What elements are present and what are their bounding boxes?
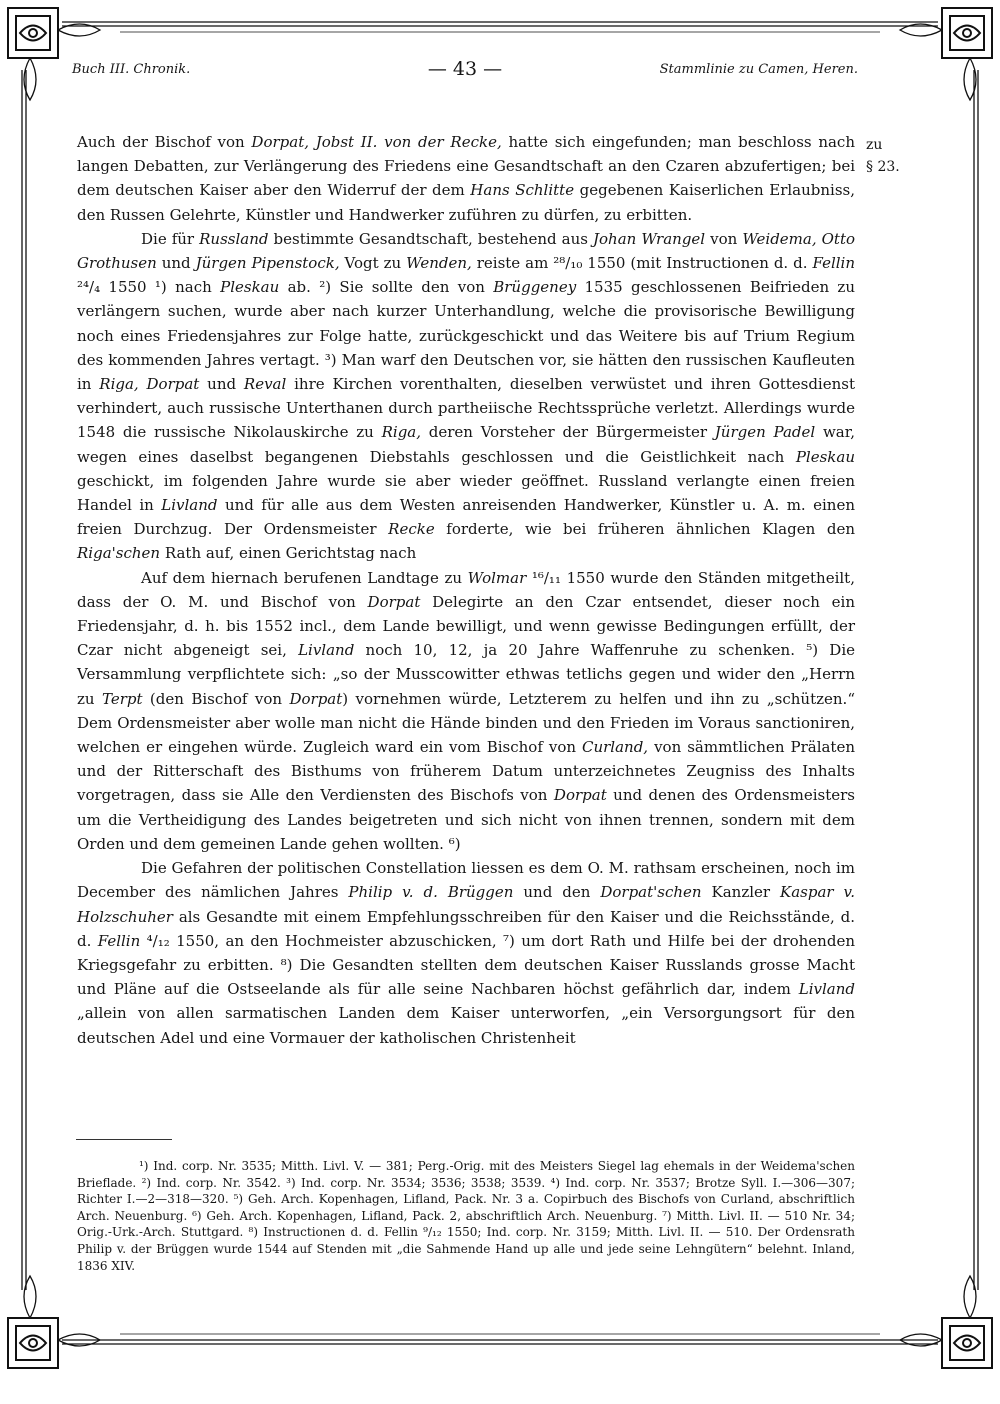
text-run: war, wegen eines daselbst begangenen Diebstahls geschlossen und die Geistlichkeit nach <box>77 423 856 466</box>
text-run: 1535 geschlossenen Beifrieden zu verlängern suchen, wurde aber nach kurzer Unterhandlung, welche die provisorische Bewilligung noch eines Friedensjahres zur Folge hatte, zurückgeschickt und das Weitere bis auf Trium Regium des kommenden Jahres vertagt. ³) Man warf den Deutschen vor, sie hätten den russischen Kaufleuten in <box>77 278 855 394</box>
text-run: noch 10, 12, ja 20 Jahre Waffenruhe zu schenken. ⁵) Die Versammlung verpflichtete sich: „so der Musscowitter ethwas tetlichs gegen und wider den „Herrn zu <box>77 641 855 708</box>
text-run-italic: Hans Schlitte <box>470 181 575 200</box>
text-run-italic: Pleskau <box>220 278 280 297</box>
paragraph-3 <box>77 566 855 856</box>
text-run-italic: Terpt <box>101 689 143 708</box>
text-run-italic: Jürgen Padel <box>714 423 816 442</box>
text-run-italic: Brüggeney <box>493 278 577 297</box>
text-run: und <box>199 375 244 394</box>
text-run: ab. ²) Sie sollte den von <box>279 278 494 297</box>
text-run: von sämmtlichen Prälaten und der Ritterschaft des Bisthums von früherem Datum unterzeichnetes Zeugniss des Inhalts vorgetragen, dass sie Alle den Verdiensten des Bischofs von <box>77 738 856 805</box>
text-run-italic: Livland <box>161 496 218 515</box>
header-section-title: Stammlinie zu Camen, Heren. <box>659 62 858 77</box>
text-run-italic: Livland <box>298 641 355 660</box>
page-number: — 43 — <box>427 58 503 80</box>
text-run: Auf dem hiernach berufenen Landtage zu <box>141 568 468 587</box>
footnote-text: ¹) Ind. corp. Nr. 3535; Mitth. Livl. V. — 381; Perg.-Orig. mit des Meisters Siegel lag ehemals in der Weidema'schen Brieflade. ²) Ind. corp. Nr. 3542. ³) Ind. corp. Nr. 3534; 3536; 3538; 3539. ⁴) Ind. corp. Nr. 3537; Brotze Syll. I.—306—307; Richter I.—2—318—320. ⁵) Geh. Arch. Kopenhagen, Lifland, Pack. Nr. 3 a. Copirbuch des Bischofs von Curland, abschriftlich Arch. Neuenburg. ⁶) Geh. Arch. Kopenhagen, Lifland, Pack. 2, abschriftlich Arch. Neuenburg. ⁷) Mitth. Livl. II. — 510 Nr. 34; Orig.-Urk.-Arch. Stuttgard. ⁸) Instructionen d. d. Fellin ⁹/₁₂ 1550; Ind. corp. Nr. 3159; Mitth. Livl. II. — 510. Der Ordensrath Philip v. der Brüggen wurde 1544 auf Stenden mit „die Sahmende Hand up alle und jede seine Lehngütern“ belehnt. Inland, 1836 XIV. <box>77 1159 855 1273</box>
text-run: Auch der Bischof von <box>77 133 252 151</box>
text-run-italic: Dorpat, Jobst II. von der Recke, <box>251 133 502 151</box>
text-run-italic: Dorpat <box>289 689 343 708</box>
paragraph-4 <box>77 856 855 1050</box>
text-run-italic: Wolmar <box>467 568 527 587</box>
text-run-italic: Recke <box>388 520 435 539</box>
text-run: „allein von allen sarmatischen Landen dem Kaiser unterworfen, „ein Versorgungsort für den deutschen Adel und eine Vormauer der katholischen Christenheit <box>77 1004 855 1047</box>
text-run: Die für <box>141 229 200 248</box>
text-run-italic: Curland, <box>582 738 649 757</box>
margin-note-line: zu <box>866 137 883 153</box>
footnote-divider <box>76 1139 172 1140</box>
text-run: ) vornehmen würde, Letzterem zu helfen und ihn zu „schützen.“ Dem Ordensmeister aber wolle man nicht die Hände binden und den Frieden im Voraus sanctioniren, welchen er eingehen würde. Zugleich ward ein vom Bischof von <box>77 689 855 757</box>
text-run: Vogt zu <box>339 254 407 273</box>
text-run: Delegirte an den Czar entsendet, dieser noch ein Friedensjahr, d. h. bis 1552 incl., dem Lande bewilligt, und wenn gewisse Bedingungen erfüllt, der Czar nicht abgeneigt sei, <box>77 592 855 660</box>
text-run: und für alle aus dem Westen anreisenden Handwerker, Künstler u. A. m. einen freien Durchzug. Der Ordensmeister <box>77 496 855 539</box>
text-run-italic: Riga'schen <box>77 544 161 563</box>
text-run: deren Vorsteher der Bürgermeister <box>421 423 715 442</box>
text-run: ⁴/₁₂ 1550, an den Hochmeister abzuschicken, ⁷) um dort Rath und Hilfe bei der drohenden Kriegsgefahr zu erbitten. ⁸) Die Gesandten stellten dem deutschen Kaiser Russlands grosse Macht und Pläne auf die Ostseelande als für alle seine Nachbaren höchst gefährlich dar, indem <box>77 931 855 999</box>
text-run-italic: Dorpat <box>553 786 607 805</box>
text-run-italic: Philip v. d. Brüggen <box>348 883 514 902</box>
text-run-italic: Dorpat'schen <box>600 883 702 902</box>
text-run-italic: Jürgen Pipenstock, <box>195 254 340 273</box>
text-run: Rath auf, einen Gerichtstag nach <box>160 544 417 563</box>
margin-note-section: § 23. <box>866 159 900 175</box>
text-run: hatte sich eingefunden; man beschloss nach langen Debatten, zur Verlängerung des Friedens eine Gesandtschaft an den Czaren abzufertigen; bei dem deutschen Kaiser aber den Widerruf der dem <box>77 133 855 200</box>
text-run-italic: Fellin <box>812 254 856 273</box>
text-run-italic: Pleskau <box>795 447 855 466</box>
margin-note <box>866 134 914 178</box>
text-run: gegebenen Kaiserlichen Erlaubniss, den Russen Gelehrte, Künstler und Handwerker zuführen zu dürfen, zu erbitten. <box>77 181 855 224</box>
text-run: von <box>705 229 743 248</box>
text-run: (den Bischof von <box>142 689 290 708</box>
text-run-italic: Riga, <box>381 423 422 442</box>
text-run-italic: Livland <box>798 980 855 999</box>
text-run-italic: Russland <box>199 229 269 248</box>
text-run-italic: Johan Wrangel <box>592 229 706 248</box>
text-run: forderte, wie bei früheren ähnlichen Klagen den <box>434 520 855 539</box>
text-run: als Gesandte mit einem Empfehlungsschreiben für den Kaiser und die Reichsstände, d. d. <box>77 907 855 950</box>
text-run-italic: Kaspar v. Holzschuher <box>77 883 856 926</box>
header-book-title: Buch III. Chronik. <box>72 62 191 77</box>
footnotes <box>77 1158 855 1274</box>
text-run: und <box>156 254 196 273</box>
text-run-italic: Fellin <box>97 931 141 950</box>
main-text <box>77 130 855 1050</box>
text-run: reiste am ²⁸/₁₀ 1550 (mit Instructionen d. d. <box>471 254 813 273</box>
text-run: ²⁴/₄ 1550 ¹) nach <box>77 278 221 297</box>
paragraph-1 <box>77 130 855 227</box>
paragraph-2 <box>77 227 855 566</box>
text-run-italic: Reval <box>243 375 287 394</box>
text-run-italic: Dorpat <box>367 592 421 611</box>
text-run: bestimmte Gesandtschaft, bestehend aus <box>268 229 593 248</box>
text-run: ¹⁶/₁₁ 1550 wurde den Ständen mitgetheilt, dass der O. M. und Bischof von <box>77 568 855 611</box>
text-run: und denen des Ordensmeisters um die Vertheidigung des Landes beigetreten und sich nicht von ihnen trennen, sondern mit dem Orden und dem gemeinen Lande gehen wollten. ⁶) <box>77 786 855 853</box>
text-run-italic: Weidema, Otto Grothusen <box>77 229 856 273</box>
text-run-italic: Riga, Dorpat <box>99 375 200 394</box>
text-run: Die Gefahren der politischen Constellation liessen es dem O. M. rathsam erscheinen, noch im December des nämlichen Jahres <box>77 859 855 902</box>
text-run: und den <box>513 883 601 902</box>
text-run: ihre Kirchen vorenthalten, dieselben verwüstet und ihren Gottesdienst verhindert, auch russische Unterthanen durch partheiische Rechtssprüche verletzt. Allerdings wurde 1548 die russische Nikolauskirche zu <box>77 375 855 442</box>
page-header <box>72 58 858 86</box>
text-run: geschickt, im folgenden Jahre wurde sie aber wieder geöffnet. Russland verlangte einen freien Handel in <box>77 471 855 515</box>
text-run: Kanzler <box>701 883 781 902</box>
text-run-italic: Wenden, <box>406 254 472 273</box>
